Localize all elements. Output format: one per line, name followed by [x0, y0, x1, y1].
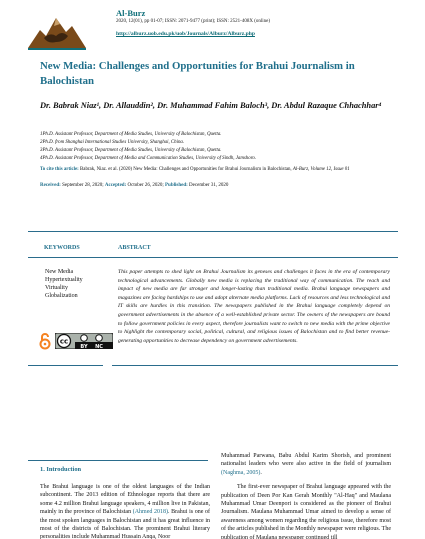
svg-text:cc: cc — [59, 337, 69, 346]
paragraph-text: The first-ever newspaper of Brahui language appeared with the publication of Deen Por Kan Gerah Monthly "Al-Haq" and Maulana Muhammad Umar Deenpori is considered as the pioneer of Brahui Journalism. Maulana Muhammad Umar aimed to develop a sense of awareness among women regarding the religious issue, therefore most of the articles published in the Monthly newspaper were religious. The publication of Maulana newspaper continued till — [221, 484, 391, 539]
paragraph — [221, 452, 391, 477]
keyword-item: Hypertextuality — [45, 277, 83, 283]
affiliation-2: 2Ph.D. from Shanghai International Studies University, Shanghai, China. — [40, 140, 185, 145]
affiliation-1: 1Ph.D. Assistant Professor, Department of Media Studies, University of Balochistan, Quetta. — [40, 132, 222, 137]
received-date: September 28, 2020; — [62, 183, 104, 188]
keywords-list — [45, 268, 83, 300]
paragraph-text: Muhammad Parwana, Babu Abdul Karim Shorish, and prominent nationalist leaders who were also active in the field of journalism — [221, 453, 391, 468]
journal-url-link[interactable]: http://alburz.uob.edu.pk/uob/Journals/Alburz/Alburz.php — [116, 31, 255, 37]
citation-journal: Al-Burz, Volume 12, Issue 01 — [292, 167, 350, 172]
journal-header-text — [116, 8, 406, 37]
accepted-date: October 26, 2020; — [127, 183, 164, 188]
journal-header — [26, 8, 406, 52]
citation — [40, 166, 395, 174]
citation-label: To cite this article: — [40, 167, 79, 172]
affiliation-4: 4Ph.D. Assistant Professor, Department of Media and Communication Studies, University of Sindh, Jamshoro. — [40, 156, 257, 161]
section-heading-introduction: 1. Introduction — [40, 466, 82, 473]
affiliation-3: 3Ph.D. Assistant Professor, Department of Media Studies, University of Balochistan, Quetta. — [40, 148, 222, 153]
citation-text: Babrak, Niaz. et al. (2020) New Media: Challenges and Opportunities for Brahui Journalism in Balochistan, — [80, 167, 292, 172]
divider — [28, 257, 398, 258]
author-affiliations — [40, 131, 390, 163]
published-label: Published: — [165, 183, 188, 188]
paragraph-text: The Brahui language is one of the oldest languages of the Indian subcontinent. The 2013 edition of Ethnologue reports that there are some 4.2 million Brahui language speakers, 4 million live in Pakistan, mainly in the province of Balochistan — [40, 484, 210, 516]
paragraph-text: . Brahui is one of the most spoken languages in Balochistan and it has great influence in most of the districts of Balochistan. The prominent Brahui literary personalities include Muhammad Hussain Anqa, Noor — [40, 509, 210, 539]
citation-link[interactable]: (Ahmed 2018) — [132, 509, 169, 516]
divider — [28, 365, 103, 366]
journal-logo-icon — [26, 8, 88, 52]
abstract-heading: ABSTRACT — [118, 245, 151, 251]
published-date: December 31, 2020 — [189, 183, 229, 188]
keyword-item: Virtuality — [45, 285, 68, 291]
keywords-heading: KEYWORDS — [44, 245, 80, 251]
divider — [112, 365, 398, 366]
journal-name: Al-Burz — [116, 8, 146, 18]
article-authors: Dr. Babrak Niaz¹, Dr. Allauddin², Dr. Muhammad Fahim Baloch³, Dr. Abdul Razaque Chhachhar⁴ — [40, 101, 382, 110]
article-title: New Media: Challenges and Opportunities for Brahui Journalism in Balochistan — [40, 60, 355, 87]
abstract-text: This paper attempts to shed light on Brahui Journalism its geneses and challenges it faces in the era of contemporary technological advancements. Globally new media is replacing the traditional way of communication. The reach and impact of new media are far stronger and longer-lasting than traditional media. Brahui language newspapers and magazines are facing hardships to use and adopt alternate media platforms. Lack of resources and less technological and IT skills are hurdles in this transition. The newspapers published in the Brahui language completely depend on government advertisements in the absence of a well-established private sector. The owners of the newspapers are bound to follow government policies in every aspect, therefore journalists want to switch to new media with the prime objective to highlight the contemporary social, political, cultural, and religious issues of Balochistan and to find better revenue-generating opportunities to decrease dependency on government advertisements. — [118, 269, 390, 344]
article-dates — [40, 183, 395, 188]
paragraph-text: . — [260, 469, 262, 476]
divider — [28, 231, 398, 232]
body-column-right — [221, 452, 391, 539]
svg-text:BY: BY — [80, 344, 88, 349]
accepted-label: Accepted: — [104, 183, 127, 188]
journal-meta: 2020, 12(01), pp 01-07; ISSN: 2071-9477 (print); ISSN: 2521-408X (online) — [116, 19, 271, 24]
keyword-item: New Media — [45, 269, 74, 275]
open-access-icon — [39, 332, 51, 350]
divider — [28, 460, 208, 461]
license-icons — [39, 332, 119, 350]
citation-link[interactable]: (Naghma, 2005) — [221, 469, 261, 476]
body-column-left — [40, 483, 210, 539]
svg-text:NC: NC — [95, 344, 103, 349]
cc-by-nc-icon — [55, 333, 113, 349]
received-label: Received: — [40, 183, 61, 188]
keyword-item: Globalization — [45, 293, 78, 299]
